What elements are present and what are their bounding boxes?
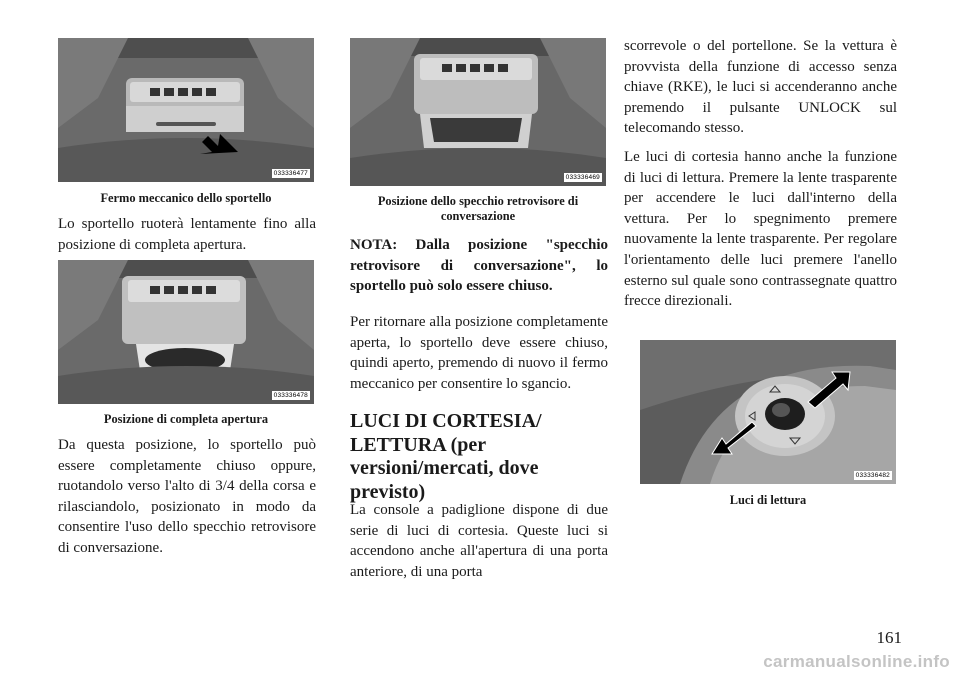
overhead-console-latch-image <box>58 38 314 182</box>
conversation-mirror-image <box>350 38 606 186</box>
watermark: carmanualsonline.info <box>763 652 950 671</box>
body-text <box>350 500 608 582</box>
body-text <box>58 214 316 255</box>
figure-conversation-mirror <box>350 38 606 186</box>
figure-full-open <box>58 260 314 404</box>
section-heading: LUCI DI CORTESIA/ LETTURA (per versioni/mercati, dove previsto) <box>350 410 542 503</box>
body-text <box>624 36 897 312</box>
figure-code: 033336478 <box>273 392 308 399</box>
paragraph: Da questa posizione, lo sportello può essere completamente chiuso oppure, ruotandolo verso l'alto di 3/4 della corsa e rilasciandolo, posizionato in modo da consentire l'uso dello specchio retrovisore di conversazione. <box>58 437 316 556</box>
paragraph: La console a padiglione dispone di due serie di luci di cortesia. Queste luci si accendono anche all'apertura di una porta anteriore, di una porta <box>350 502 608 580</box>
paragraph: Lo sportello ruoterà lentamente fino alla posizione di completa apertura. <box>58 216 316 253</box>
figure-caption: Fermo meccanico dello sportello <box>100 191 272 205</box>
figure-caption: Posizione dello specchio retrovisore di conversazione <box>377 194 579 223</box>
reading-light-image <box>640 340 896 484</box>
page-number: 161 <box>876 628 902 647</box>
body-text <box>350 312 608 394</box>
overhead-console-open-image <box>58 260 314 404</box>
figure-code: 033336477 <box>273 170 308 177</box>
figure-caption: Luci di lettura <box>729 493 807 507</box>
paragraph: scorrevole o del portellone. Se la vettura è provvista della funzione di accesso senza chiave (RKE), le luci si accenderanno anche premendo il pulsante UNLOCK sul telecomando stesso. <box>624 38 897 137</box>
figure-caption: Posizione di completa apertura <box>103 412 269 426</box>
figure-code: 033336469 <box>565 174 600 181</box>
note-text: NOTA: Dalla posizione "specchio retrovisore di conversazione", lo sportello può solo essere chiuso. <box>350 237 608 295</box>
paragraph: Per ritornare alla posizione completamente aperta, lo sportello deve essere chiuso, quindi aperto, premendo di nuovo il fermo meccanico per consentire lo sgancio. <box>350 314 608 392</box>
paragraph: Le luci di cortesia hanno anche la funzione di luci di lettura. Premere la lente trasparente per accendere le luci dall'interno della vettura. Per lo spegnimento premere nuovamente la lente trasparente. Per regolare l'orientamento delle luci premere l'anello esterno sul quale sono contrassegnate quattro frecce direzionali. <box>624 148 897 310</box>
figure-reading-lights <box>640 340 896 484</box>
figure-code: 033336482 <box>855 472 890 479</box>
body-text <box>58 435 316 559</box>
figure-door-latch <box>58 38 314 182</box>
